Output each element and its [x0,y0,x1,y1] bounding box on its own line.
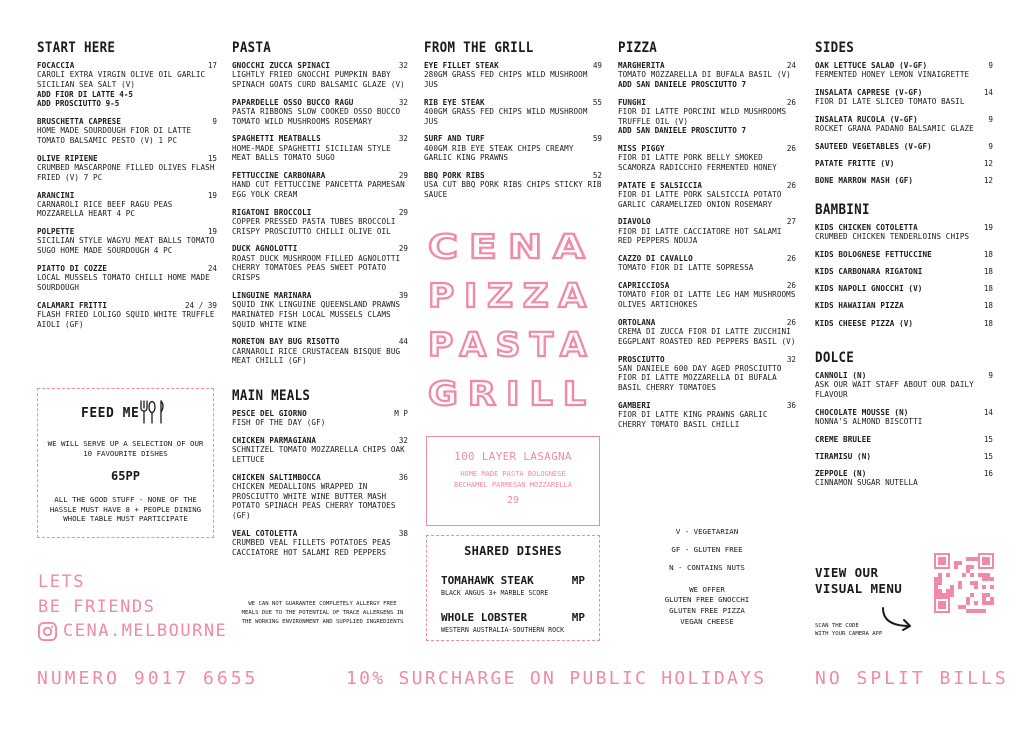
item-description: HAND CUT FETTUCCINE PANCETTA PARMESAN EGG YOLK CREAM [232,180,405,200]
item-price: 32 [398,61,408,70]
item-description: TOMATO FIOR DI LATTE LEG HAM MUSHROOMS OLIVES ARTICHOKES [618,290,796,310]
scan-instructions [815,622,882,639]
legend-gluten-free: GF - GLUTEN FREE [671,544,743,554]
item-name: PIATTO DI COZZE [37,263,108,273]
shared-item-desc: BLACK ANGUS 3+ MARBLE SCORE [441,589,549,597]
item-price: M P [394,408,408,418]
item-description: TOMATO FIOR DI LATTE SOPRESSA [618,263,754,273]
item-name: BRUSCHETTA CAPRESE [37,117,122,127]
item-price: 32 [398,97,408,107]
item-name: CAPRICCIOSA [618,281,670,291]
menu-item [232,98,408,127]
menu-item [618,401,796,430]
menu-item [618,318,796,347]
item-name: VEAL COTOLETTA [232,528,298,538]
bambini-list [815,223,993,328]
item-name: CHICKEN PARMAGIANA [232,435,317,445]
item-description: CARNAROLI RICE BEEF RAGU PEAS MOZZARELLA HEART 4 PC [37,199,173,219]
item-price: 32 [398,134,408,144]
menu-item [232,337,408,366]
item-price: 18 [983,249,993,259]
menu-item [37,117,217,146]
menu-item [815,159,993,168]
menu-item [618,98,796,136]
phone-number: NUMERO 9017 6655 [37,668,259,689]
item-price: 29 [398,244,408,254]
item-name: FUNGHI [618,97,647,107]
feed-me-box [37,388,214,538]
menu-item [815,250,993,259]
item-price: 12 [983,176,993,186]
item-price: 9 [988,61,993,70]
menu-item [815,115,993,134]
main-meals-list [232,409,408,557]
grill-section [424,38,602,208]
item-price: 14 [983,87,993,97]
item-name: PESCE DEL GIORNO [232,408,307,418]
visual-menu-cta [815,565,902,596]
item-description: ROCKET GRANA PADANO BALSAMIC GLAZE [815,124,974,134]
item-price: 26 [786,144,796,154]
offer-list [618,585,796,628]
visual-line-2: VISUAL MENU [815,580,903,596]
item-price: 36 [398,472,408,482]
item-description: CARNAROLI RICE CRUSTACEAN BISQUE BUG MEAT CHILLI (GF) [232,346,401,366]
offer-line: GLUTEN FREE PIZZA [669,606,745,616]
feed-me-price: 65PP [111,469,140,483]
item-description: HOME MADE SOURDOUGH FIOR DI LATTE TOMATO BALSAMIC PESTO (V) 1 PC [37,126,192,146]
item-addon: ADD FIOR DI LATTE 4-5 [37,89,134,99]
social-block [38,570,227,644]
item-name: CANNOLI (N) [815,370,867,380]
item-addon: ADD SAN DANIELE PROSCIUTTO 7 [618,79,747,89]
pizza-list [618,61,796,430]
grill-list [424,61,602,200]
section-title: BAMBINI [815,199,870,217]
item-price: 19 [207,227,217,237]
item-name: KIDS HAWAIIAN PIZZA [815,301,904,311]
item-description: CHICKEN MEDALLIONS WRAPPED IN PROSCIUTTO WHITE WINE BUTTER MASH POTATO SPINACH PEAS CHERRY TOMATOES (GF) [232,481,396,520]
item-name: KIDS CHEESE PIZZA (V) [815,318,914,328]
legend-nuts: N - CONTAINS NUTS [669,562,745,572]
menu-item [618,144,796,173]
social-line-1: LETS [38,572,85,592]
logo-line: GRILL [428,374,596,413]
menu-item [618,181,796,210]
item-price: 32 [786,354,796,364]
item-name: PAPARDELLE OSSO BUCCO RAGU [232,97,354,107]
item-price: 27 [786,217,796,227]
menu-item [232,244,408,282]
item-name: INSALATA CAPRESE (V-GF) [815,87,923,97]
special-desc-line: HOME MADE PASTA BOLOGNESE [460,470,566,478]
special-title: 100 LAYER LASAGNA [454,450,572,463]
shared-dishes-box [426,535,600,641]
sides-list [815,61,993,186]
item-name: KIDS BOLOGNESE FETTUCCINE [815,249,932,259]
cutlery-icon [136,398,168,426]
social-line-2: BE FRIENDS [38,596,156,617]
item-price: 19 [983,222,993,232]
shared-item-name: TOMAHAWK STEAK [441,574,534,587]
item-description: CREMA DI ZUCCA FIOR DI LATTE ZUCCHINI EGGPLANT ROASTED RED PEPPERS BASIL (V) [618,327,796,346]
item-price: 15 [983,434,993,444]
menu-item [815,301,993,310]
shared-title: SHARED DISHES [464,544,562,558]
item-price: 24 / 39 [184,300,217,310]
item-description: CRUMBED VEAL FILLETS POTATOES PEAS CACCIATORE HOT SALAMI RED PEPPERS [232,537,391,557]
item-name: RIGATONI BROCCOLI [232,207,312,217]
item-price: 16 [983,469,993,479]
item-price: 26 [786,254,796,264]
item-description: SICILIAN STYLE WAGYU MEAT BALLS TOMATO SUGO HOME MADE SOURDOUGH 4 PC [37,236,215,256]
menu-item [232,171,408,200]
item-price: 55 [592,97,602,107]
item-description: LIGHTLY FRIED GNOCCHI PUMPKIN BABY SPINACH GOATS CURD BALSAMIC GLAZE (V) [232,70,405,89]
shared-item [441,574,585,597]
item-name: SPAGHETTI MEATBALLS [232,134,321,144]
dolce-list [815,371,993,488]
item-price: 39 [398,290,408,300]
item-price: 19 [207,190,217,200]
item-description: FIOR DI LATTE CACCIATORE HOT SALAMI RED PEPPERS NDUJA [618,226,782,246]
item-name: MARGHERITA [618,61,665,70]
item-description: 400GM RIB EYE STEAK CHIPS CREAMY GARLIC KING PRAWNS [424,143,574,163]
item-name: ARANCINI [37,190,75,200]
dietary-legend [618,528,796,628]
item-name: TIRAMISU (N) [815,451,872,461]
shared-item-desc: WESTERN AUSTRALIA-SOUTHERN ROCK [441,626,565,634]
menu-item [424,134,602,163]
menu-item [815,408,993,427]
item-description: 400GM GRASS FED CHIPS WILD MUSHROOM JUS [424,106,588,126]
cena-logo [424,222,599,422]
offer-line: WE OFFER [689,584,725,594]
menu-item [815,176,993,185]
scan-line: WITH YOUR CAMERA APP [815,631,883,638]
special-box [426,436,600,526]
section-title: SIDES [815,38,855,56]
menu-item [815,142,993,151]
item-description: FISH OF THE DAY (GF) [232,418,326,428]
allergy-note: WE CAN NOT GUARANTEE COMPLETELY ALLERGY FREE MEALS DUE TO THE POTENTIAL OF TRACE ALLERGENS IN THE WORKING ENVIRONMENT AND SUPPLIED INGREDIENTS [241,601,404,625]
item-price: 44 [398,337,408,347]
pasta-section [232,38,408,565]
instagram-handle: CENA.MELBOURNE [63,621,228,642]
item-name: FETTUCCINE CARBONARA [232,171,326,181]
menu-item [232,473,408,521]
menu-item [815,284,993,293]
surcharge-notice: 10% SURCHARGE ON PUBLIC HOLIDAYS [346,668,767,689]
item-description: SCHNITZEL TOMATO MOZZARELLA CHIPS OAK LETTUCE [232,445,405,464]
item-name: SURF AND TURF [424,134,485,144]
curved-arrow-icon [880,604,916,634]
item-description: FIOR DI LATTE PORCINI WILD MUSHROOMS TRUFFLE OIL (V) [618,106,787,126]
item-description: HOME-MADE SPAGHETTI SICILIAN STYLE MEAT BALLS TOMATO SUGO [232,143,391,163]
shared-item-price: MP [571,574,585,587]
menu-item [232,436,408,465]
item-price: 26 [786,317,796,327]
feed-me-rules: ALL THE GOOD STUFF - NONE OF THE HASSLE MUST HAVE 8 + PEOPLE DINING WHOLE TABLE MUST PARTICIPATE [49,495,202,524]
menu-item [815,223,993,242]
item-name: KIDS CHICKEN COTOLETTA [815,222,918,232]
menu-item [618,254,796,273]
item-description: PASTA RIBBONS SLOW COOKED OSSO BUCCO TOMATO WILD MUSHROOMS ROSEMARY [232,106,401,126]
item-name: KIDS NAPOLI GNOCCHI (V) [815,284,923,294]
item-name: CREME BRULEE [815,434,872,444]
menu-item [424,61,602,90]
item-price: 15 [983,451,993,461]
item-name: ORTOLANA [618,317,656,327]
item-description: ASK OUR WAIT STAFF ABOUT OUR DAILY FLAVOUR [815,380,974,399]
item-price: 52 [592,171,602,181]
menu-item [815,61,993,80]
qr-code-icon[interactable] [934,553,994,613]
menu-item [815,452,993,461]
item-price: 24 [786,61,796,70]
menu-item [815,267,993,276]
menu-item [37,301,217,330]
item-name: KIDS CARBONARA RIGATONI [815,266,923,276]
section-title: DOLCE [815,347,855,366]
menu-item [815,371,993,400]
item-price: 18 [983,301,993,311]
scan-line: SCAN THE CODE [815,623,859,629]
item-description: FIOR DI LATTE KING PRAWNS GARLIC CHERRY TOMATO BASIL CHILLI [618,410,768,429]
pizza-section [618,38,796,438]
menu-item [815,435,993,444]
pasta-list [232,61,408,366]
start-here-section [37,38,217,337]
item-name: OLIVE RIPIENE [37,153,98,163]
item-description: NONNA'S ALMOND BISCOTTI [815,416,923,426]
section-title: MAIN MEALS [232,385,311,404]
menu-item [424,98,602,127]
item-description: 280GM GRASS FED CHIPS WILD MUSHROOM JUS [424,70,588,89]
item-name: GNOCCHI ZUCCA SPINACI [232,61,331,70]
item-price: 49 [592,61,602,70]
item-description: CAROLI EXTRA VIRGIN OLIVE OIL GARLIC SICILIAN SEA SALT (V) [37,70,206,89]
offer-line: VEGAN CHEESE [680,616,734,626]
instagram-icon [38,622,57,641]
menu-item [618,217,796,246]
menu-item [232,529,408,558]
item-price: 36 [786,400,796,410]
menu-item [424,171,602,200]
shared-item-name: WHOLE LOBSTER [441,611,528,624]
item-price: 26 [786,180,796,190]
menu-item [37,191,217,220]
legend-vegetarian: V - VEGETARIAN [675,527,739,536]
section-title: START HERE [37,38,116,56]
menu-item [618,281,796,310]
item-name: OAK LETTUCE SALAD (V-GF) [815,61,928,70]
item-description: COPPER PRESSED PASTA TUBES BROCCOLI CRISPY PROSCIUTTO CHILLI OLIVE OIL [232,217,396,236]
shared-item-price: MP [571,611,585,624]
logo-line: CENA [428,227,596,266]
feed-me-description: WE WILL SERVE UP A SELECTION OF OUR 10 FAVOURITE DISHES [47,439,204,458]
item-price: 18 [983,284,993,294]
item-description: FERMENTED HONEY LEMON VINAIGRETTE [815,70,970,80]
offer-line: GLUTEN FREE GNOCCHI [664,595,750,605]
special-desc-line: BECHAMEL PARMESAN MOZZARELLA [453,480,572,489]
item-name: PATATE E SALSICCIA [618,180,703,190]
menu-item [232,134,408,163]
item-price: 38 [398,528,408,538]
menu-item [37,154,217,183]
item-name: FOCACCIA [37,61,75,70]
item-name: CALAMARI FRITTI [37,300,108,310]
menu-item [232,61,408,90]
item-description: USA CUT BBQ PORK RIBS CHIPS STICKY RIB SAUCE [424,180,602,200]
item-name: CHICKEN SALTIMBOCCA [232,472,321,482]
item-name: MISS PIGGY [618,144,665,154]
special-price: 29 [506,495,520,506]
menu-item [618,61,796,90]
menu-item [232,409,408,428]
item-addon: ADD PROSCIUTTO 9-5 [37,99,120,109]
item-price: 24 [207,263,217,273]
visual-line-1: VIEW OUR [815,565,879,580]
item-name: DIAVOLO [618,217,651,227]
item-price: 15 [207,153,217,163]
item-name: CHOCOLATE MOUSSE (N) [815,407,909,417]
logo-line: PIZZA [428,276,596,315]
item-name: GAMBERI [618,400,651,410]
item-description: FIOR DI LATE SLICED TOMATO BASIL [815,97,965,107]
section-title: PASTA [232,38,272,56]
item-description: FLASH FRIED LOLIGO SQUID WHITE TRUFFLE AIOLI (GF) [37,309,215,329]
item-name: POLPETTE [37,227,75,237]
menu-item [815,88,993,107]
item-addon: ADD SAN DANIELE PROSCIUTTO 7 [618,126,747,136]
special-description [427,469,599,490]
item-name: MORETON BAY BUG RISOTTO [232,337,340,347]
item-name: DUCK AGNOLOTTI [232,244,298,254]
item-price: 18 [983,266,993,276]
item-description: FIOR DI LATTE PORK BELLY SMOKED SCAMORZA RADICCHIO FERMENTED HONEY [618,153,777,173]
menu-item [37,61,217,109]
item-price: 17 [207,61,217,70]
item-price: 59 [592,134,602,144]
item-price: 14 [983,407,993,417]
menu-item [37,227,217,256]
menu-item [815,319,993,328]
item-price: 32 [398,435,408,445]
sides-section [815,38,993,496]
item-price: 9 [988,114,993,124]
item-price: 9 [988,141,993,151]
shared-item [441,611,585,634]
item-price: 9 [988,370,993,380]
item-description: SQUID INK LINGUINE QUEENSLAND PRAWNS MARINATED FISH LOCAL MUSSELS CLAMS SQUID WHITE WINE [232,300,401,329]
no-split-notice: NO SPLIT BILLS [815,668,1009,689]
item-price: 12 [983,159,993,169]
item-description: CINNAMON SUGAR NUTELLA [815,478,918,488]
section-title: PIZZA [618,38,658,56]
menu-item [815,469,993,488]
item-name: LINGUINE MARINARA [232,290,312,300]
item-description: TOMATO MOZZARELLA DI BUFALA BASIL (V) [618,70,791,80]
item-name: BBQ PORK RIBS [424,171,485,181]
instagram-link[interactable] [38,619,227,644]
menu-item [37,264,217,293]
item-name: CAZZO DI CAVALLO [618,254,693,264]
item-description: FIOR DI LATTE PORK SALSICCIA POTATO GARLIC CARAMELIZED ONION ROSEMARY [618,190,782,209]
menu-item [618,355,796,393]
item-price: 26 [786,281,796,291]
item-name: EYE FILLET STEAK [424,61,499,70]
item-name: BONE MARROW MASH (GF) [815,176,914,186]
item-description: SAN DANIELE 600 DAY AGED PROSCIUTTO FIOR DI LATTE MOZZARELLA DI BUFALA BASIL CHERRY TOMATOES [618,363,782,393]
item-price: 26 [786,97,796,107]
item-name: PROSCIUTTO [618,354,665,364]
feed-me-title: FEED ME [81,406,140,421]
logo-line: PASTA [428,325,596,364]
item-description: LOCAL MUSSELS TOMATO CHILLI HOME MADE SOURDOUGH [37,273,210,292]
item-description: CRUMBED MASCARPONE FILLED OLIVES FLASH FRIED (V) 7 PC [37,163,215,182]
item-name: RIB EYE STEAK [424,97,485,107]
item-price: 9 [212,117,217,127]
menu-item [232,291,408,329]
item-name: SAUTEED VEGETABLES (V-GF) [815,141,932,151]
item-description: CRUMBED CHICKEN TENDERLOINS CHIPS [815,231,970,241]
item-price: 29 [398,207,408,217]
item-name: PATATE FRITTE (V) [815,159,895,169]
item-price: 29 [398,171,408,181]
item-name: ZEPPOLE (N) [815,469,867,479]
start-here-list [37,61,217,329]
item-price: 18 [983,318,993,328]
item-description: ROAST DUCK MUSHROOM FILLED AGNOLOTTI CHERRY TOMATOES PEAS SWEET POTATO CRISPS [232,253,401,283]
item-name: INSALATA RUCOLA (V-GF) [815,114,918,124]
section-title: FROM THE GRILL [424,38,534,56]
menu-item [232,208,408,237]
